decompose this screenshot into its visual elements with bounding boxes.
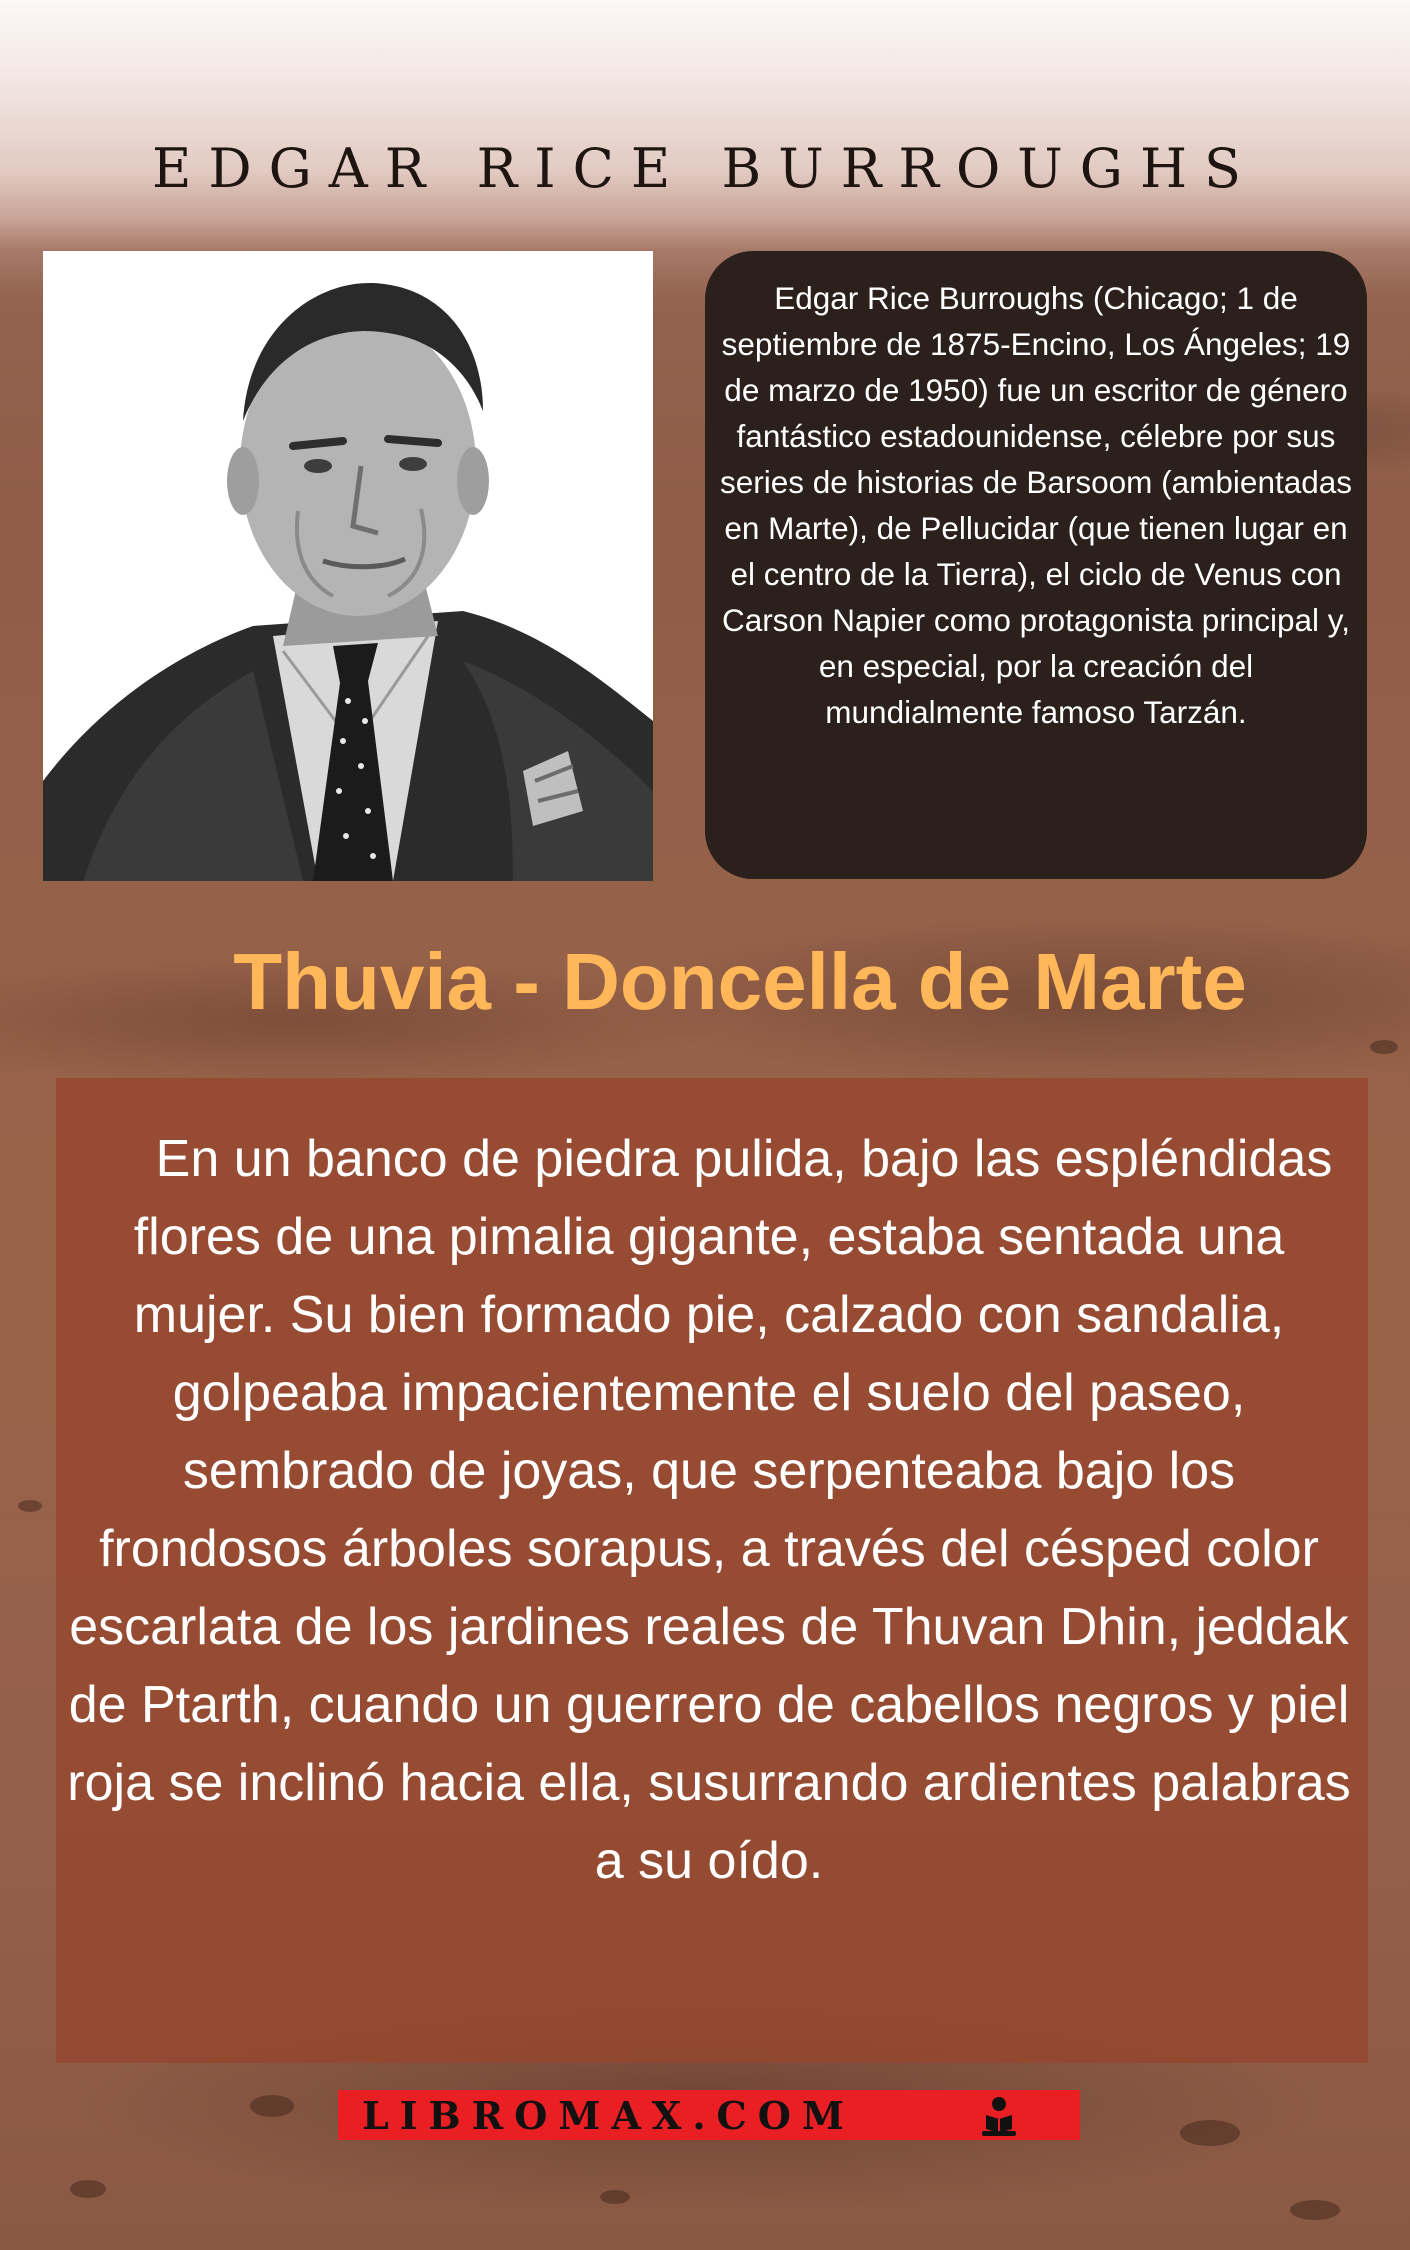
site-name[interactable]: LIBROMAX.COM — [362, 2093, 855, 2138]
author-portrait-photo — [43, 251, 653, 881]
rock — [1180, 2120, 1240, 2146]
rock — [1290, 2200, 1340, 2220]
rock — [250, 2095, 294, 2117]
author-name: EDGAR RICE BURROUGHS — [151, 137, 1259, 200]
rock — [70, 2180, 106, 2198]
book-title: Thuvia - Doncella de Marte — [233, 937, 1247, 1026]
author-bio-box — [705, 251, 1367, 879]
rock — [18, 1500, 42, 1512]
person-reading-icon — [978, 2095, 1020, 2137]
author-bio-text: Edgar Rice Burroughs (Chicago; 1 de septiembre de 1875-Encino, Los Ángeles; 19 de marzo de 1950) fue un escritor de género fantástico estadounidense, célebre por sus series de historias de Barsoom (ambientadas en Marte), de Pellucidar (que tienen lugar en el centro de la Tierra), el ciclo de Venus con Carson Napier como protagonista principal y, en especial, por la creación del mundialmente famoso Tarzán. — [719, 280, 1353, 730]
author-portrait — [43, 251, 653, 881]
rock — [1370, 1040, 1398, 1054]
excerpt-panel — [56, 1078, 1368, 2063]
site-banner[interactable] — [338, 2090, 1080, 2140]
rock — [600, 2190, 630, 2204]
excerpt-text: En un banco de piedra pulida, bajo las espléndidas flores de una pimalia gigante, estaba sentada una mujer. Su bien formado pie, calzado con sandalia, golpeaba impacientemente el suelo del paseo, sembrado de joyas, que serpenteaba bajo los frondosos árboles sorapus, a través del césped color escarlata de los jardines reales de Thuvan Dhin, jeddak de Ptarth, cuando un guerrero de cabellos negros y piel roja se inclinó hacia ella, susurrando ardientes palabras a su oído. — [67, 1130, 1351, 1890]
